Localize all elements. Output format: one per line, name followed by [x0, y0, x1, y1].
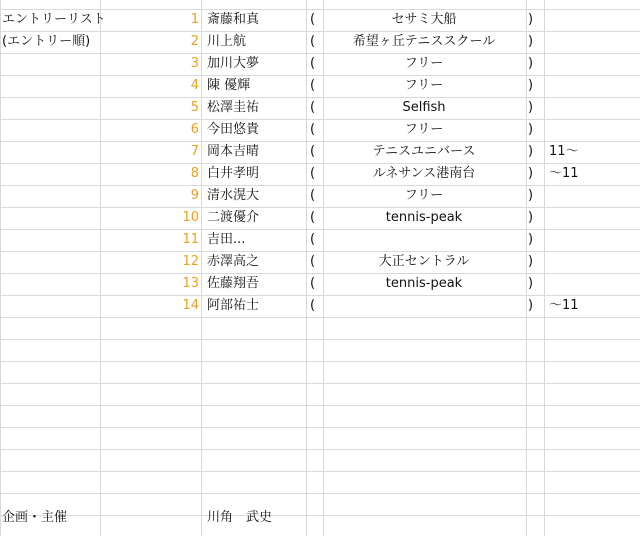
player-name[interactable]: 加川大夢 [207, 56, 260, 71]
open-paren[interactable]: ( [310, 122, 316, 137]
organizer-name[interactable]: 川角 武史 [207, 510, 273, 525]
player-name[interactable]: 陳 優輝 [207, 78, 251, 93]
entry-order-subtitle[interactable]: (エントリー順) [2, 34, 91, 49]
close-paren[interactable]: ) [528, 122, 534, 137]
close-paren[interactable]: ) [528, 34, 534, 49]
club-name[interactable]: セサミ大船 [391, 12, 457, 27]
time-note[interactable] [549, 229, 639, 251]
player-name[interactable]: 斎藤和真 [207, 12, 260, 27]
time-note[interactable] [549, 251, 639, 273]
club-name[interactable]: ルネサンス港南台 [372, 166, 476, 181]
table-row[interactable] [0, 185, 640, 207]
open-paren[interactable]: ( [310, 232, 316, 247]
table-row[interactable] [0, 141, 640, 163]
player-name[interactable]: 吉田... [207, 232, 246, 247]
time-note[interactable]: ～11 [549, 298, 579, 313]
time-note[interactable] [549, 97, 639, 119]
entry-number[interactable]: 4 [190, 78, 199, 93]
entry-number[interactable]: 9 [190, 188, 199, 203]
player-name[interactable]: 阿部祐士 [207, 298, 260, 313]
entry-number[interactable]: 1 [190, 12, 199, 27]
time-note[interactable] [549, 75, 639, 97]
organizer-label[interactable]: 企画・主催 [2, 510, 68, 525]
close-paren[interactable]: ) [528, 100, 534, 115]
table-row[interactable] [0, 9, 640, 31]
entry-number[interactable]: 3 [190, 56, 199, 71]
table-row[interactable] [0, 295, 640, 317]
open-paren[interactable]: ( [310, 298, 316, 313]
club-name[interactable]: tennis-peak [385, 210, 463, 225]
player-name[interactable]: 二渡優介 [207, 210, 260, 225]
close-paren[interactable]: ) [528, 188, 534, 203]
close-paren[interactable]: ) [528, 210, 534, 225]
close-paren[interactable]: ) [528, 56, 534, 71]
time-note[interactable] [549, 9, 639, 31]
entry-number[interactable]: 5 [190, 100, 199, 115]
time-note[interactable] [549, 119, 639, 141]
club-name[interactable]: フリー [404, 78, 444, 93]
open-paren[interactable]: ( [310, 12, 316, 27]
close-paren[interactable]: ) [528, 144, 534, 159]
table-row[interactable] [0, 97, 640, 119]
entry-number[interactable]: 2 [190, 34, 199, 49]
open-paren[interactable]: ( [310, 34, 316, 49]
open-paren[interactable]: ( [310, 56, 316, 71]
table-row[interactable] [0, 119, 640, 141]
close-paren[interactable]: ) [528, 12, 534, 27]
table-row[interactable] [0, 207, 640, 229]
open-paren[interactable]: ( [310, 188, 316, 203]
entry-number[interactable]: 12 [182, 254, 199, 269]
club-name[interactable]: 大正セントラル [378, 254, 470, 269]
time-note[interactable] [549, 185, 639, 207]
table-row[interactable] [0, 163, 640, 185]
club-name[interactable]: tennis-peak [385, 276, 463, 291]
time-note[interactable]: ～11 [549, 166, 579, 181]
table-row[interactable] [0, 75, 640, 97]
player-name[interactable]: 清水滉大 [207, 188, 260, 203]
time-note[interactable] [549, 53, 639, 75]
open-paren[interactable]: ( [310, 254, 316, 269]
player-name[interactable]: 赤澤高之 [207, 254, 260, 269]
close-paren[interactable]: ) [528, 298, 534, 313]
club-name[interactable] [324, 295, 524, 317]
table-row[interactable] [0, 31, 640, 53]
open-paren[interactable]: ( [310, 100, 316, 115]
player-name[interactable]: 今田悠貴 [207, 122, 260, 137]
time-note[interactable] [549, 31, 639, 53]
open-paren[interactable]: ( [310, 210, 316, 225]
table-row[interactable] [0, 229, 640, 251]
time-note[interactable] [549, 207, 639, 229]
open-paren[interactable]: ( [310, 78, 316, 93]
table-row[interactable] [0, 251, 640, 273]
entry-number[interactable]: 14 [182, 298, 199, 313]
table-row[interactable] [0, 53, 640, 75]
close-paren[interactable]: ) [528, 78, 534, 93]
entry-number[interactable]: 13 [182, 276, 199, 291]
close-paren[interactable]: ) [528, 276, 534, 291]
player-name[interactable]: 川上航 [207, 34, 247, 49]
table-row[interactable] [0, 507, 640, 529]
club-name[interactable] [324, 229, 524, 251]
player-name[interactable]: 佐藤翔吾 [207, 276, 260, 291]
player-name[interactable]: 松澤圭祐 [207, 100, 260, 115]
open-paren[interactable]: ( [310, 166, 316, 181]
close-paren[interactable]: ) [528, 232, 534, 247]
player-name[interactable]: 白井孝明 [207, 166, 260, 181]
entry-number[interactable]: 11 [182, 232, 199, 247]
entry-list-title[interactable]: エントリーリスト [2, 12, 106, 27]
entry-number[interactable]: 7 [190, 144, 199, 159]
time-note[interactable] [549, 273, 639, 295]
open-paren[interactable]: ( [310, 144, 316, 159]
club-name[interactable]: 希望ヶ丘テニススクール [352, 34, 496, 49]
entry-number[interactable]: 10 [182, 210, 199, 225]
table-row[interactable] [0, 273, 640, 295]
player-name[interactable]: 岡本吉晴 [207, 144, 260, 159]
club-name[interactable]: フリー [404, 122, 444, 137]
club-name[interactable]: フリー [404, 188, 444, 203]
open-paren[interactable]: ( [310, 276, 316, 291]
close-paren[interactable]: ) [528, 254, 534, 269]
club-name[interactable]: フリー [404, 56, 444, 71]
entry-number[interactable]: 6 [190, 122, 199, 137]
time-note[interactable]: 11～ [549, 144, 579, 159]
close-paren[interactable]: ) [528, 166, 534, 181]
club-name[interactable]: Selfish [402, 100, 446, 115]
club-name[interactable]: テニスユニバース [372, 144, 476, 159]
entry-number[interactable]: 8 [190, 166, 199, 181]
